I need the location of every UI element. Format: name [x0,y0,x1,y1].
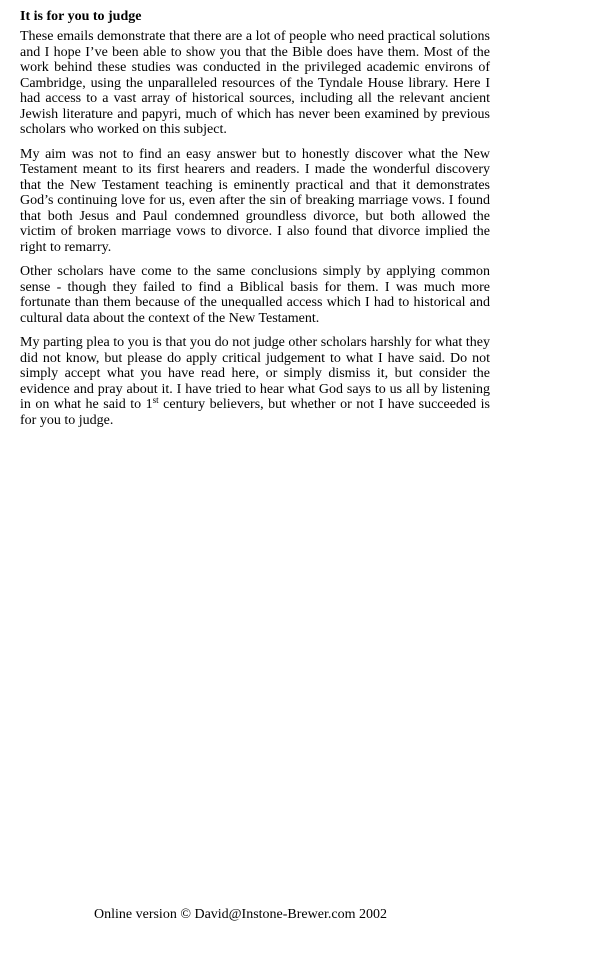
paragraph-4-text-before: My parting plea to you is that you do not judge other scholars harshly for what they did not know, but please do apply critical judgement to what I have said. Do not simply accept what you have read here, or simply dismiss it, but consider the evidence and pray about it. I have tried to hear what God says to us all by listening in on what he said to 1 [20,335,490,412]
paragraph-2: My aim was not to find an easy answer but to honestly discover what the New Testament meant to its first hearers and readers. I made the wonderful discovery that the New Testament teaching is eminently practical and that it demonstrates God’s continuing love for us, even after the sin of breaking marriage vows. I found that both Jesus and Paul condemned groundless divorce, but both allowed the victim of broken marriage vows to divorce. I also found that divorce implied the right to remarry. [20,146,490,255]
paragraph-1: These emails demonstrate that there are a lot of people who need practical solutions and I hope I’ve been able to show you that the Bible does have them. Most of the work behind these studies was conducted in the privileged academic environs of Cambridge, using the unparalleled resources of the Tyndale House library. Here I had access to a vast array of historical sources, including all the relevant ancient Jewish literature and papyri, much of which has never been examined by previous scholars who worked on this subject. [20,29,490,137]
paragraph-3: Other scholars have come to the same conclusions simply by applying common sense - though they failed to find a Biblical basis for them. I was much more fortunate than them because of the unequalled access which I had to historical and cultural data about the context of the New Testament. [20,264,490,326]
document-title: It is for you to judge [20,9,142,24]
document-page [20,8,490,437]
footer-copyright: Online version © David@Instone-Brewer.com 2002 [94,907,387,922]
paragraph-4-text-after: century believers, but whether or not I have succeeded is for you to judge. [20,397,490,428]
paragraph-4 [20,335,490,428]
superscript-ordinal: st [152,395,159,405]
